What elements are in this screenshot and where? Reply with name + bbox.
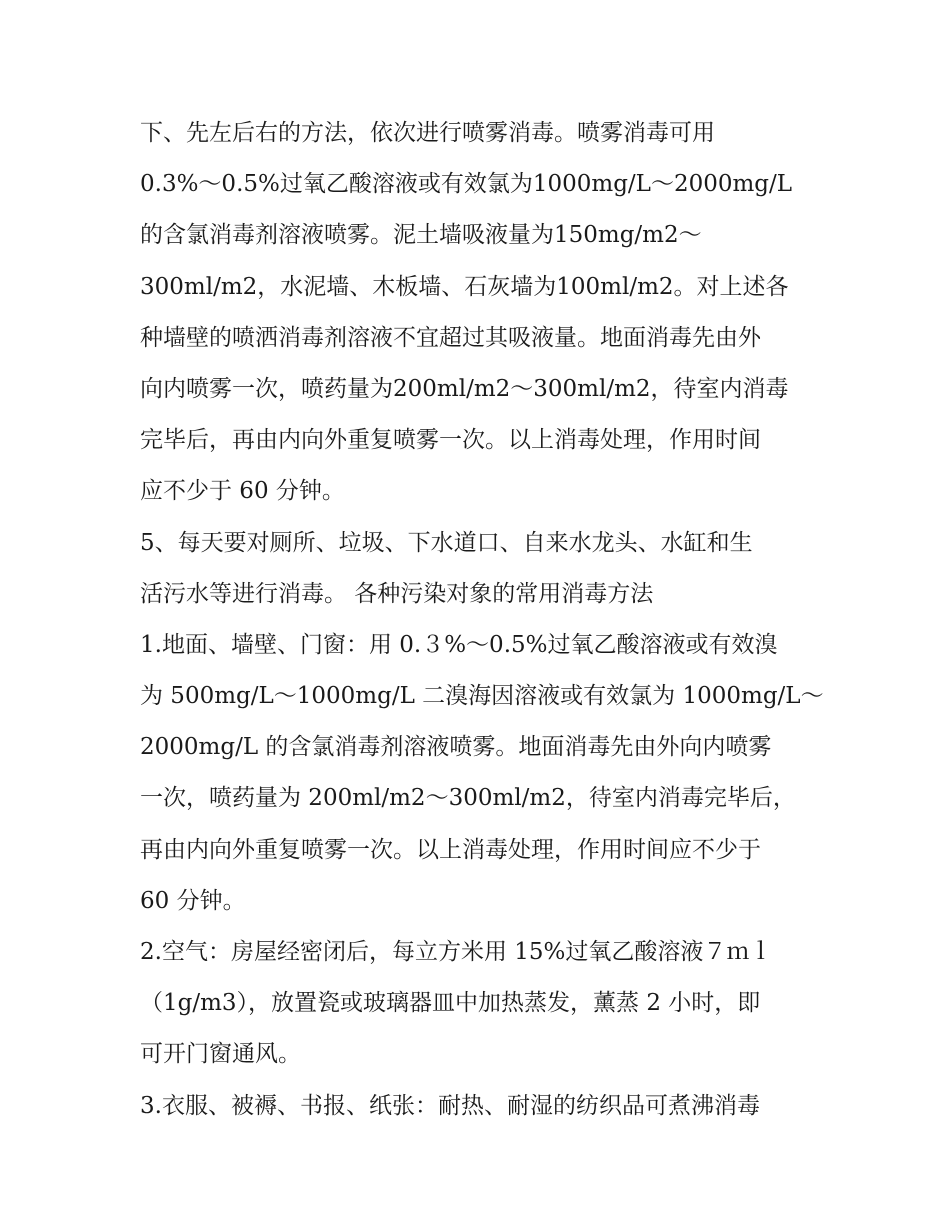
text-line: 下、先左后右的方法，依次进行喷雾消毒。喷雾消毒可用 (140, 120, 715, 146)
text-line: 1.地面、墙壁、门窗：用 0.３%～0.5%过氧乙酸溶液或有效溴 (140, 631, 778, 658)
text-line: 5、每天要对厕所、垃圾、下水道口、自来水龙头、水缸和生 (140, 529, 753, 556)
text-line: 的含氯消毒剂溶液喷雾。泥土墙吸液量为150mg/m2～ (140, 222, 702, 249)
text-line: 活污水等进行消毒。 各种污染对象的常用消毒方法 (140, 580, 654, 607)
text-line: 300ml/m2，水泥墙、木板墙、石灰墙为100ml/m2。对上述各 (140, 273, 789, 300)
text-line: 为 500mg/L～1000mg/L 二溴海因溶液或有效氯为 1000mg/L～ (140, 683, 824, 710)
text-line: （1g/m3），放置瓷或玻璃器皿中加热蒸发，薰蒸 2 小时，即 (140, 990, 761, 1017)
document-body (140, 108, 824, 1132)
text-line: 向内喷雾一次，喷药量为200ml/m2～300ml/m2，待室内消毒 (140, 375, 789, 402)
text-line: 可开门窗通风。 (140, 1041, 301, 1068)
text-line: 应不少于 60 分钟。 (140, 478, 345, 505)
text-line: 60 分钟。 (140, 887, 246, 914)
text-line: 再由内向外重复喷雾一次。以上消毒处理，作用时间应不少于 (140, 836, 761, 863)
text-line: 0.3%～0.5%过氧乙酸溶液或有效氯为1000mg/L～2000mg/L (140, 171, 793, 198)
text-line: 一次，喷药量为 200ml/m2～300ml/m2，待室内消毒完毕后， (140, 785, 796, 812)
text-line: 2000mg/L 的含氯消毒剂溶液喷雾。地面消毒先由外向内喷雾 (140, 734, 772, 761)
text-line: 种墙壁的喷洒消毒剂溶液不宜超过其吸液量。地面消毒先由外 (140, 324, 761, 351)
text-line: 3.衣服、被褥、书报、纸张：耐热、耐湿的纺织品可煮沸消毒 (140, 1092, 760, 1119)
text-line: 完毕后，再由内向外重复喷雾一次。以上消毒处理，作用时间 (140, 427, 761, 454)
text-line: 2.空气：房屋经密闭后，每立方米用 15%过氧乙酸溶液７ｍｌ (140, 939, 773, 965)
